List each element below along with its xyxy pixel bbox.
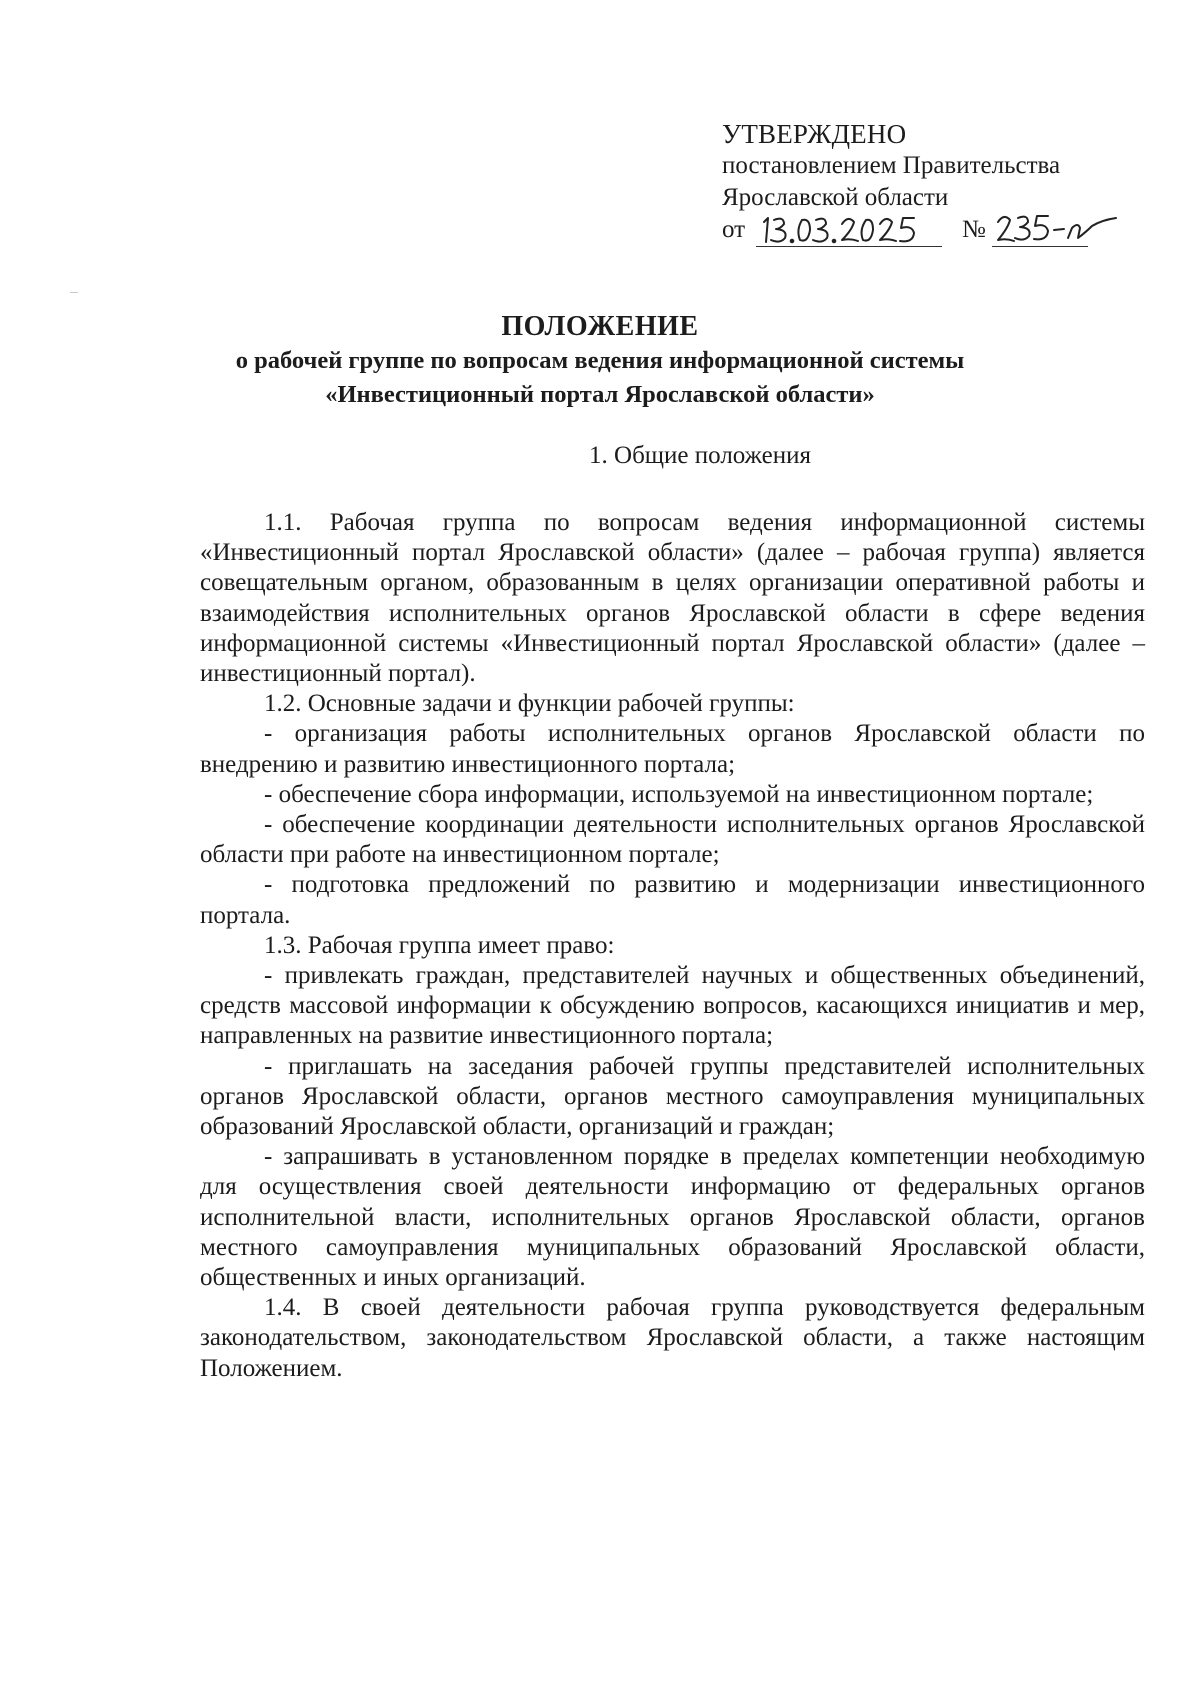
document-title: ПОЛОЖЕНИЕ	[501, 311, 699, 342]
approval-date-number-line	[722, 214, 1142, 250]
document-subtitle-line-2: «Инвестиционный портал Ярославской области»	[325, 381, 875, 408]
approval-region-line: Ярославской области	[722, 184, 949, 211]
approval-decree-line: постановлением Правительства	[722, 152, 1061, 179]
list-item: - организация работы исполнительных органов Ярославской области по внедрению и развитию инвестиционного портала;	[200, 720, 1145, 778]
list-item: - обеспечение сбора информации, используемой на инвестиционном портале;	[264, 780, 1094, 808]
from-label: от	[722, 216, 746, 243]
paragraph-1-4: 1.4. В своей деятельности рабочая группа руководствуется федеральным законодательством, законодательством Ярославской области, а также настоящим Положением.	[200, 1294, 1145, 1382]
handwritten-date	[758, 212, 938, 246]
list-item: - привлекать граждан, представителей научных и общественных объединений, средств массовой информации к обсуждению вопросов, касающихся инициатив и мер, направленных на развитие инвестиционного портала;	[200, 962, 1145, 1050]
number-label: №	[962, 216, 986, 243]
number-underline	[992, 246, 1088, 247]
document-body	[200, 508, 1145, 1384]
scan-margin-mark	[70, 292, 78, 293]
approval-heading: УТВЕРЖДЕНО	[722, 119, 907, 149]
section-heading: 1. Общие положения	[589, 442, 811, 469]
paragraph-1-3: 1.3. Рабочая группа имеет право:	[264, 931, 615, 959]
list-item: - приглашать на заседания рабочей группы представителей исполнительных органов Ярославской области, органов местного самоуправления муниципальных образований Ярославской области, организаций и граждан;	[200, 1052, 1145, 1141]
list-item: - подготовка предложений по развитию и модернизации инвестиционного портала.	[200, 871, 1145, 929]
document-title-block	[160, 310, 1040, 412]
document-subtitle-line-1: о рабочей группе по вопросам ведения информационной системы	[235, 347, 965, 374]
list-item: - запрашивать в установленном порядке в пределах компетенции необходимую для осуществления своей деятельности информацию от федеральных органов исполнительной власти, исполнительных органов Ярославской области, органов местного самоуправления муниципальных образований Ярославской области, общественных и иных организаций.	[200, 1143, 1145, 1292]
approval-block	[722, 118, 1142, 250]
handwritten-number	[994, 210, 1120, 246]
list-item: - обеспечение координации деятельности исполнительных органов Ярославской области при работе на инвестиционном портале;	[200, 811, 1145, 869]
paragraph-1-2: 1.2. Основные задачи и функции рабочей группы:	[264, 690, 795, 718]
date-underline	[756, 246, 942, 247]
paragraph-1-1: 1.1. Рабочая группа по вопросам ведения информационной системы «Инвестиционный портал Ярославской области» (далее – рабочая группа) является совещательным органом, образованным в целях организации оперативной работы и взаимодействия исполнительных органов Ярославской области в сфере ведения информационной системы «Инвестиционный портал Ярославской области» (далее – инвестиционный портал).	[200, 509, 1145, 688]
